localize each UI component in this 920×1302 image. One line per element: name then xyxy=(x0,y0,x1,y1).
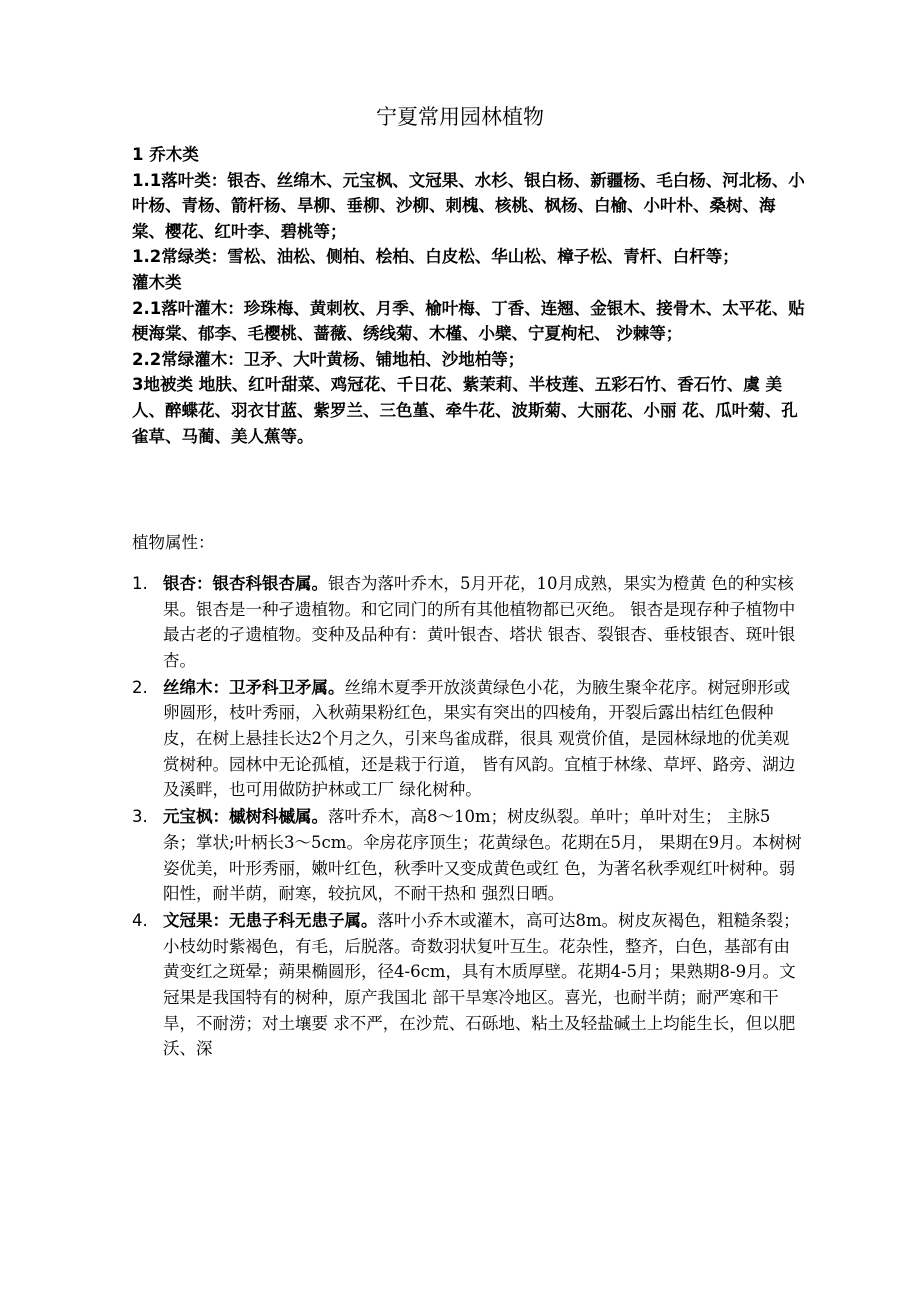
plant-category-outline xyxy=(132,142,807,449)
item-text: 银杏为落叶乔木，5月开花，10月成熟，果实为橙黄 色的种实核果。银杏是一种孑遗植物。和它同门的所有其他植物都已灭绝。 银杏是现存种子植物中最古老的孑遗植物。变种及品种有：黄叶银杏、塔状 银杏、裂银杏、垂枝银杏、斑叶银杏。 xyxy=(163,574,796,670)
category-deciduous-trees: 1.1落叶类：银杏、丝绵木、元宝枫、文冠果、水杉、银白杨、新疆杨、毛白杨、河北杨、小叶杨、青杨、箭杆杨、旱柳、垂柳、沙柳、刺槐、核桃、枫杨、白榆、小叶朴、桑树、海棠、樱花、红叶李、碧桃等； xyxy=(132,170,805,241)
category-deciduous-shrubs: 2.1落叶灌木：珍珠梅、黄刺枚、月季、榆叶梅、丁香、连翘、金银木、接骨木、太平花、贴梗海棠、郁李、毛樱桃、蔷薇、绣线菊、木槿、小檗、宁夏枸杞、 沙棘等； xyxy=(132,298,805,344)
item-number: 2. xyxy=(132,677,148,697)
item-heading: 文冠果：无患子科无患子属。 xyxy=(163,911,378,931)
category-shrub-heading: 灌木类 xyxy=(132,272,182,292)
item-heading: 元宝枫：槭树科槭属。 xyxy=(163,807,328,827)
category-ground-cover: 3地被类 地肤、红叶甜菜、鸡冠花、千日花、紫茉莉、半枝莲、五彩石竹、香石竹、虞 美人、醉蝶花、羽衣甘蓝、紫罗兰、三色堇、牵牛花、波斯菊、大丽花、小丽 花、瓜叶菊、孔雀草、马蔺、美人蕉等。 xyxy=(132,375,798,446)
category-evergreen-trees: 1.2常绿类：雪松、油松、侧柏、桧柏、白皮松、华山松、樟子松、青杆、白杆等； xyxy=(132,247,739,267)
plant-attribute-list xyxy=(132,571,802,1063)
document-title: 宁夏常用园林植物 xyxy=(376,105,544,129)
item-number: 4. xyxy=(132,911,148,931)
item-text: 落叶小乔木或灌木，高可达8m。树皮灰褐色，粗糙条裂；小枝幼时紫褐色，有毛，后脱落。奇数羽状复叶互生。花杂性，整齐，白色，基部有由黄变红之斑晕；蒴果椭圆形，径4-6cm，具有木质厚壁。花期4-5月；果熟期8-9月。文冠果是我国特有的树种，原产我国北 部干旱寒冷地区。喜光，也耐半荫；耐严寒和干旱，不耐涝；对土壤要 求不严，在沙荒、石砾地、粘土及轻盐碱土上均能生长，但以肥沃、深 xyxy=(163,911,800,1059)
item-heading: 银杏：银杏科银杏属。 xyxy=(163,574,328,593)
item-number: 1. xyxy=(132,574,148,593)
item-heading: 丝绵木：卫矛科卫矛属。 xyxy=(163,677,345,697)
list-item xyxy=(132,571,802,673)
list-item xyxy=(132,804,802,906)
item-text: 丝绵木夏季开放淡黄绿色小花，为腋生聚伞花序。树冠卵形或卵圆形，枝叶秀丽，入秋蒴果粉红色，果实有突出的四棱角，开裂后露出桔红色假种皮，在树上悬挂长达2个月之久，引来鸟雀成群，很具 观赏价值，是园林绿地的优美观赏树种。园林中无论孤植，还是栽于行道， 皆有风韵。宜植于林缘、草坪、路旁、湖边及溪畔，也可用做防护林或工厂 绿化树种。 xyxy=(163,677,796,800)
item-number: 3. xyxy=(132,807,148,827)
item-text: 落叶乔木，高8～10m；树皮纵裂。单叶；单叶对生； 主脉5条；掌状;叶柄长3～5cm。伞房花序顶生；花黄绿色。花期在5月， 果期在9月。本树树姿优美，叶形秀丽，嫩叶红色，秋季叶又变成黄色或红 色，为著名秋季观红叶树种。弱阳性，耐半荫，耐寒，较抗风，不耐干热和 强烈日晒。 xyxy=(163,807,802,904)
list-item xyxy=(132,908,802,1062)
attributes-heading: 植物属性： xyxy=(132,533,215,552)
list-item xyxy=(132,675,802,803)
category-tree-heading: 1 乔木类 xyxy=(132,145,199,164)
category-evergreen-shrubs: 2.2常绿灌木：卫矛、大叶黄杨、铺地柏、沙地柏等； xyxy=(132,349,525,369)
